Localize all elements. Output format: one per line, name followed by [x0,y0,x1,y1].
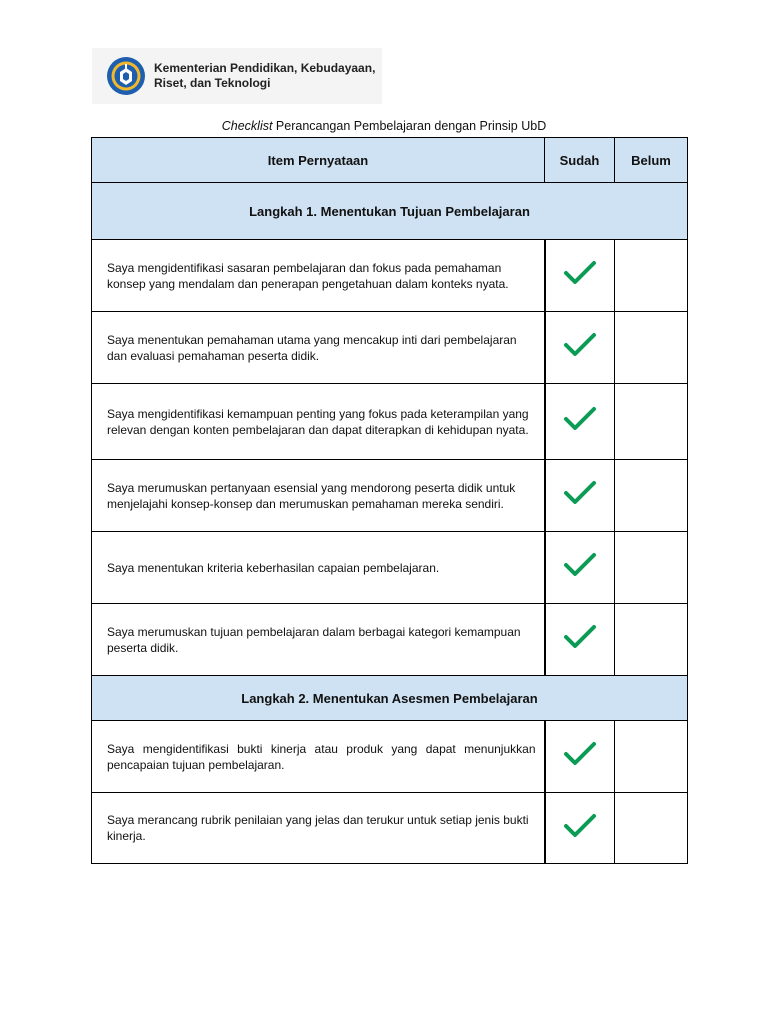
checklist-row [92,604,688,676]
statement-text: Saya mengidentifikasi bukti kinerja atau produk yang dapat menunjukkan pencapaian tujuan pembelajaran. [92,721,545,793]
column-header-item: Item Pernyataan [92,138,545,183]
checklist-row [92,460,688,532]
checklist-body [92,183,688,864]
statement-text: Saya merumuskan tujuan pembelajaran dalam berbagai kategori kemampuan peserta didik. [92,604,545,676]
checkmark-icon [563,624,597,650]
sudah-cell[interactable] [545,240,615,312]
sudah-cell[interactable] [545,384,615,460]
belum-cell[interactable] [615,460,688,532]
sudah-cell[interactable] [545,532,615,604]
checklist-row [92,240,688,312]
checklist-row [92,721,688,793]
section-title: Langkah 2. Menentukan Asesmen Pembelajaran [92,676,688,721]
column-header-belum: Belum [615,138,688,183]
checklist-row [92,532,688,604]
ministry-name-line1: Kementerian Pendidikan, Kebudayaan, [154,61,376,75]
belum-cell[interactable] [615,240,688,312]
section-title: Langkah 1. Menentukan Tujuan Pembelajaran [92,183,688,240]
checklist-row [92,384,688,460]
ministry-name-line2: Riset, dan Teknologi [154,76,271,90]
checkmark-icon [563,260,597,286]
belum-cell[interactable] [615,532,688,604]
sudah-cell[interactable] [545,721,615,793]
checkmark-icon [563,406,597,432]
table-header-row [92,138,688,183]
statement-text: Saya merancang rubrik penilaian yang jelas dan terukur untuk setiap jenis bukti kinerja. [92,793,545,864]
belum-cell[interactable] [615,793,688,864]
checkmark-icon [563,552,597,578]
belum-cell[interactable] [615,384,688,460]
sudah-cell[interactable] [545,793,615,864]
checkmark-icon [563,813,597,839]
column-header-sudah: Sudah [545,138,615,183]
checklist-row [92,312,688,384]
ministry-header [92,48,382,104]
document-title-rest: Perancangan Pembelajaran dengan Prinsip UbD [272,119,547,133]
statement-text: Saya menentukan kriteria keberhasilan capaian pembelajaran. [92,532,545,604]
section-row [92,676,688,721]
document-title-italic: Checklist [221,119,273,133]
belum-cell[interactable] [615,312,688,384]
ministry-name [154,61,375,91]
checkmark-icon [563,741,597,767]
belum-cell[interactable] [615,604,688,676]
checklist-table [91,137,688,864]
statement-text: Saya mengidentifikasi sasaran pembelajaran dan fokus pada pemahaman konsep yang mendalam dan penerapan pengetahuan dalam konteks nyata. [92,240,545,312]
sudah-cell[interactable] [545,460,615,532]
checkmark-icon [563,480,597,506]
belum-cell[interactable] [615,721,688,793]
sudah-cell[interactable] [545,312,615,384]
statement-text: Saya menentukan pemahaman utama yang mencakup inti dari pembelajaran dan evaluasi pemahaman peserta didik. [92,312,545,384]
checkmark-icon [563,332,597,358]
document-title [0,119,768,133]
sudah-cell[interactable] [545,604,615,676]
statement-text: Saya merumuskan pertanyaan esensial yang mendorong peserta didik untuk menjelajahi konsep-konsep dan merumuskan pemahaman mereka sendiri. [92,460,545,532]
checklist-row [92,793,688,864]
section-row [92,183,688,240]
ministry-logo-icon [106,56,146,96]
statement-text: Saya mengidentifikasi kemampuan penting yang fokus pada keterampilan yang relevan dengan konten pembelajaran dan dapat diterapkan di kehidupan nyata. [92,384,545,460]
